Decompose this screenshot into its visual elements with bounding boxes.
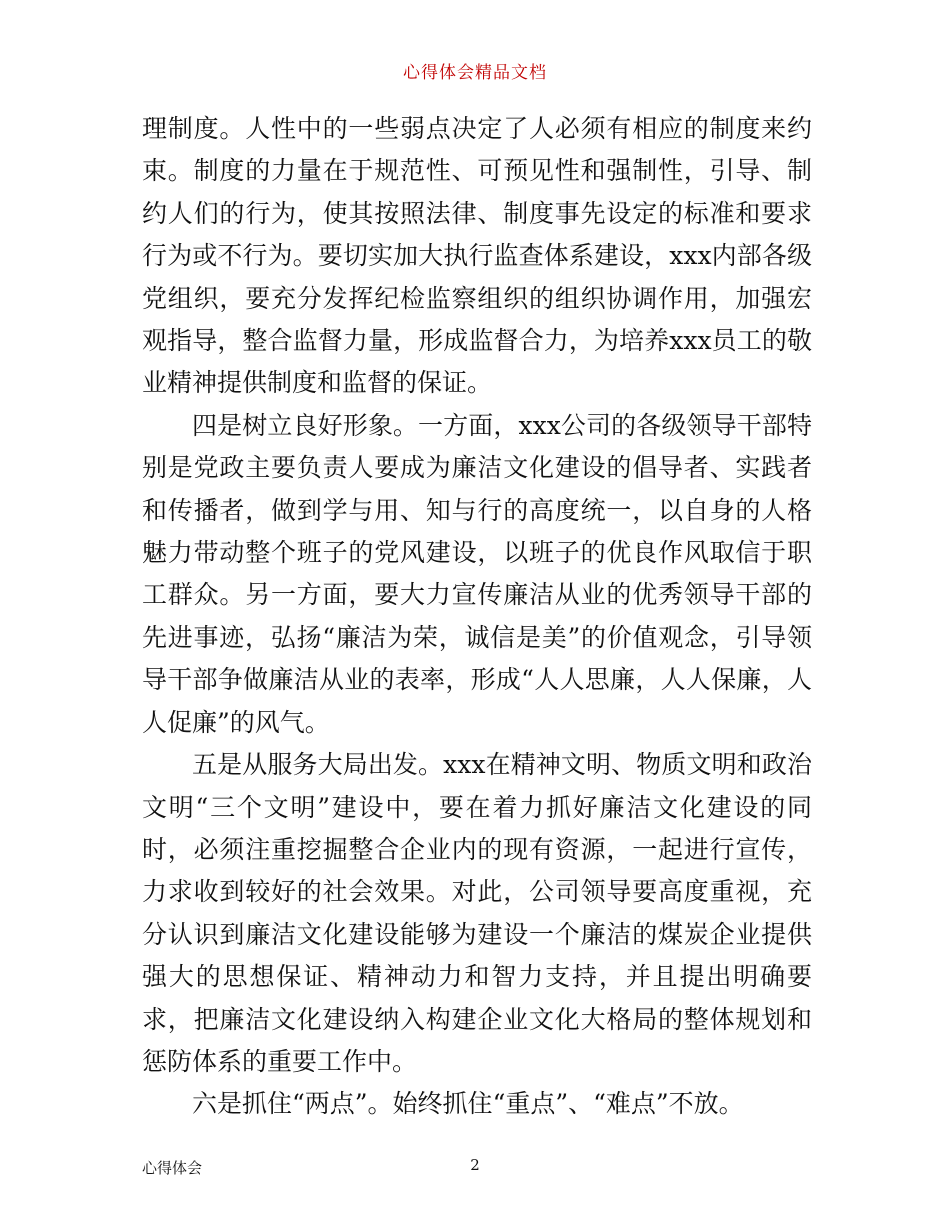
paragraph-point-six: 六是抓住“两点”。始终抓住“重点”、“难点”不放。 [192, 1089, 744, 1119]
page-number: 2 [470, 1156, 480, 1174]
paragraph-point-five: 五是从服务大局出发。xxx在精神文明、物质文明和政治文明“三个文明”建设中，要在着力抓好廉洁文化建设的同时，必须注重挖掘整合企业内的现有资源，一起进行宣传，力求收到较好的社会效果。对此，公司领导要高度重视，充分认识到廉洁文化建设能够为建设一个廉洁的煤炭企业提供强大的思想保证、精神动力和智力支持，并且提出明确要求，把廉洁文化建设纳入构建企业文化大格局的整体规划和惩防体系的重要工作中。 [142, 750, 812, 1076]
paragraph-continuation: 理制度。人性中的一些弱点决定了人必须有相应的制度来约束。制度的力量在于规范性、可预见性和强制性，引导、制约人们的行为，使其按照法律、制度事先设定的标准和要求行为或不行为。要切实加大执行监查体系建设，xxx内部各级党组织，要充分发挥纪检监察组织的组织协调作用，加强宏观指导，整合监督力量，形成监督合力，为培养xxx员工的敬业精神提供制度和监督的保证。 [142, 114, 812, 398]
footer-label: 心得体会 [142, 1159, 203, 1177]
paragraph-point-four: 四是树立良好形象。一方面，xxx公司的各级领导干部特别是党政主要负责人要成为廉洁文化建设的倡导者、实践者和传播者，做到学与用、知与行的高度统一，以自身的人格魅力带动整个班子的党风建设，以班子的优良作风取信于职工群众。另一方面，要大力宣传廉洁从业的优秀领导干部的先进事迹，弘扬“廉洁为荣，诚信是美”的价值观念，引导领导干部争做廉洁从业的表率，形成“人人思廉，人人保廉，人人促廉”的风气。 [142, 410, 812, 737]
document-body [142, 108, 812, 1126]
page-header-title: 心得体会精品文档 [403, 63, 547, 83]
